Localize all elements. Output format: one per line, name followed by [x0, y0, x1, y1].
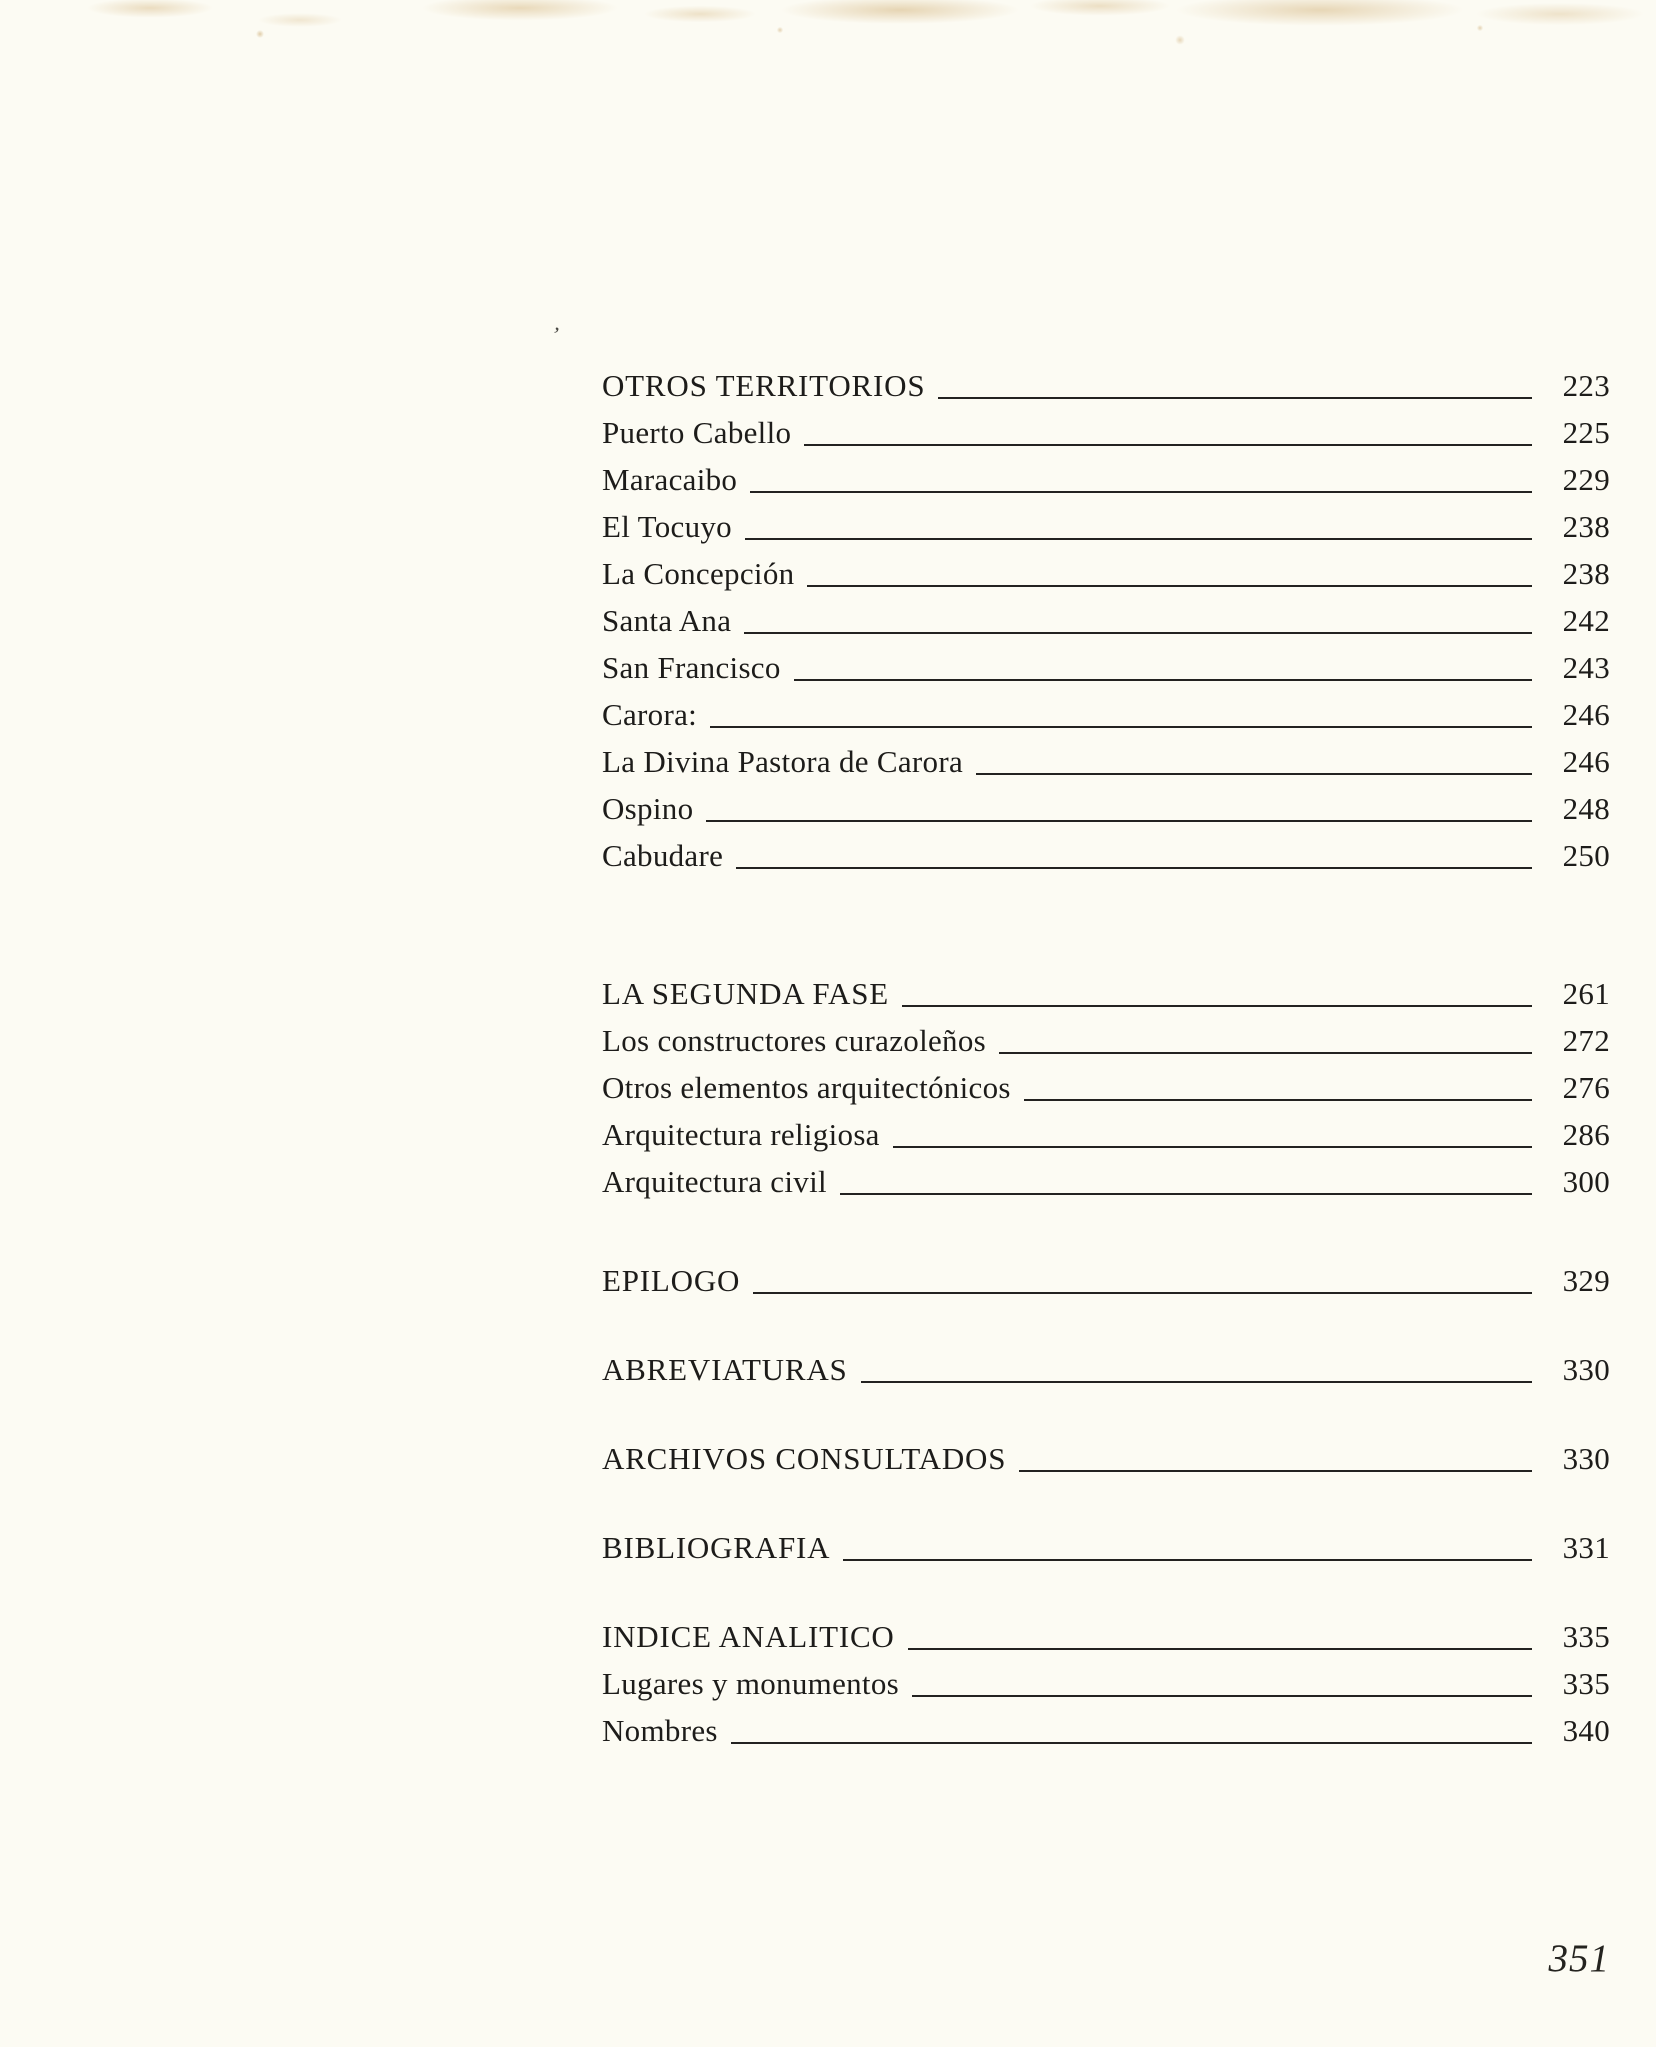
toc-row [602, 1064, 1610, 1111]
toc-entry-label: INDICE ANALITICO [602, 1619, 895, 1654]
toc-entry-page: 223 [1562, 368, 1610, 403]
toc-entry-page: 272 [1562, 1023, 1610, 1058]
toc-entry-label: LA SEGUNDA FASE [602, 976, 890, 1011]
toc-entry-page: 300 [1562, 1164, 1610, 1199]
leader-line [938, 397, 1532, 399]
toc-entry-label: San Francisco [602, 650, 781, 685]
leader-line [794, 679, 1532, 681]
leader-line [893, 1146, 1532, 1148]
leader-line [1019, 1470, 1532, 1472]
toc-entry-page: 248 [1562, 791, 1610, 826]
toc-row [602, 1613, 1610, 1660]
toc-row [602, 597, 1610, 644]
toc-entry-label: Arquitectura religiosa [602, 1117, 880, 1152]
toc-entry-label: ABREVIATURAS [602, 1352, 848, 1387]
toc-entry-label: La Divina Pastora de Carora [602, 744, 964, 779]
toc-entry-label: Nombres [602, 1713, 718, 1748]
toc-entry-page: 330 [1562, 1352, 1610, 1387]
table-of-contents [602, 362, 1610, 1754]
toc-row [602, 1346, 1610, 1393]
leader-line [999, 1052, 1532, 1054]
toc-row [602, 456, 1610, 503]
leader-line [731, 1742, 1532, 1744]
toc-row [602, 644, 1610, 691]
toc-row [602, 1435, 1610, 1482]
ink-speck: ’ [549, 321, 562, 348]
leader-line [753, 1292, 1532, 1294]
leader-line [902, 1005, 1532, 1007]
toc-entry-page: 229 [1562, 462, 1610, 497]
toc-entry-label: ARCHIVOS CONSULTADOS [602, 1441, 1007, 1476]
toc-entry-label: Ospino [602, 791, 694, 826]
toc-entry-page: 335 [1562, 1619, 1610, 1654]
toc-entry-label: Lugares y monumentos [602, 1666, 900, 1701]
toc-entry-page: 243 [1562, 650, 1610, 685]
toc-entry-label: Carora: [602, 697, 698, 732]
toc-entry-label: Cabudare [602, 838, 724, 873]
toc-entry-label: EPILOGO [602, 1263, 741, 1298]
toc-entry-page: 250 [1562, 838, 1610, 873]
toc-row [602, 409, 1610, 456]
leader-line [1024, 1099, 1532, 1101]
toc-entry-page: 246 [1562, 744, 1610, 779]
toc-row [602, 1257, 1610, 1304]
leader-line [976, 773, 1532, 775]
toc-entry-page: 286 [1562, 1117, 1610, 1152]
toc-row [602, 1158, 1610, 1205]
toc-entry-page: 238 [1562, 556, 1610, 591]
toc-row [602, 785, 1610, 832]
toc-row [602, 1524, 1610, 1571]
leader-line [912, 1695, 1532, 1697]
toc-entry-page: 246 [1562, 697, 1610, 732]
leader-line [908, 1648, 1532, 1650]
leader-line [745, 538, 1532, 540]
toc-entry-page: 242 [1562, 603, 1610, 638]
leader-line [750, 491, 1532, 493]
leader-line [843, 1559, 1532, 1561]
toc-entry-page: 225 [1562, 415, 1610, 450]
leader-line [744, 632, 1532, 634]
toc-entry-page: 340 [1562, 1713, 1610, 1748]
leader-line [736, 867, 1532, 869]
toc-entry-label: Puerto Cabello [602, 415, 792, 450]
toc-entry-page: 329 [1562, 1263, 1610, 1298]
toc-entry-page: 238 [1562, 509, 1610, 544]
toc-entry-label: Maracaibo [602, 462, 738, 497]
leader-line [706, 820, 1532, 822]
toc-entry-label: Santa Ana [602, 603, 732, 638]
leader-line [710, 726, 1532, 728]
leader-line [807, 585, 1532, 587]
toc-entry-label: Los constructores curazoleños [602, 1023, 987, 1058]
toc-row [602, 1707, 1610, 1754]
toc-entry-page: 335 [1562, 1666, 1610, 1701]
toc-row [602, 1111, 1610, 1158]
paper-stain-top-edge [0, 0, 1656, 70]
toc-entry-label: La Concepción [602, 556, 795, 591]
toc-entry-label: BIBLIOGRAFIA [602, 1530, 831, 1565]
toc-entry-label: Arquitectura civil [602, 1164, 827, 1199]
toc-row [602, 691, 1610, 738]
page-number: 351 [1548, 1937, 1610, 1980]
toc-entry-page: 276 [1562, 1070, 1610, 1105]
toc-row [602, 1017, 1610, 1064]
toc-entry-page: 331 [1562, 1530, 1610, 1565]
toc-entry-label: Otros elementos arquitectónicos [602, 1070, 1011, 1105]
toc-row [602, 738, 1610, 785]
toc-entry-page: 330 [1562, 1441, 1610, 1476]
toc-row [602, 1660, 1610, 1707]
leader-line [840, 1193, 1532, 1195]
toc-entry-page: 261 [1562, 976, 1610, 1011]
toc-row [602, 550, 1610, 597]
toc-row [602, 970, 1610, 1017]
toc-row [602, 832, 1610, 879]
toc-row [602, 362, 1610, 409]
toc-entry-label: El Tocuyo [602, 509, 732, 544]
leader-line [861, 1381, 1532, 1383]
toc-entry-label: OTROS TERRITORIOS [602, 368, 926, 403]
toc-row [602, 503, 1610, 550]
leader-line [804, 444, 1532, 446]
